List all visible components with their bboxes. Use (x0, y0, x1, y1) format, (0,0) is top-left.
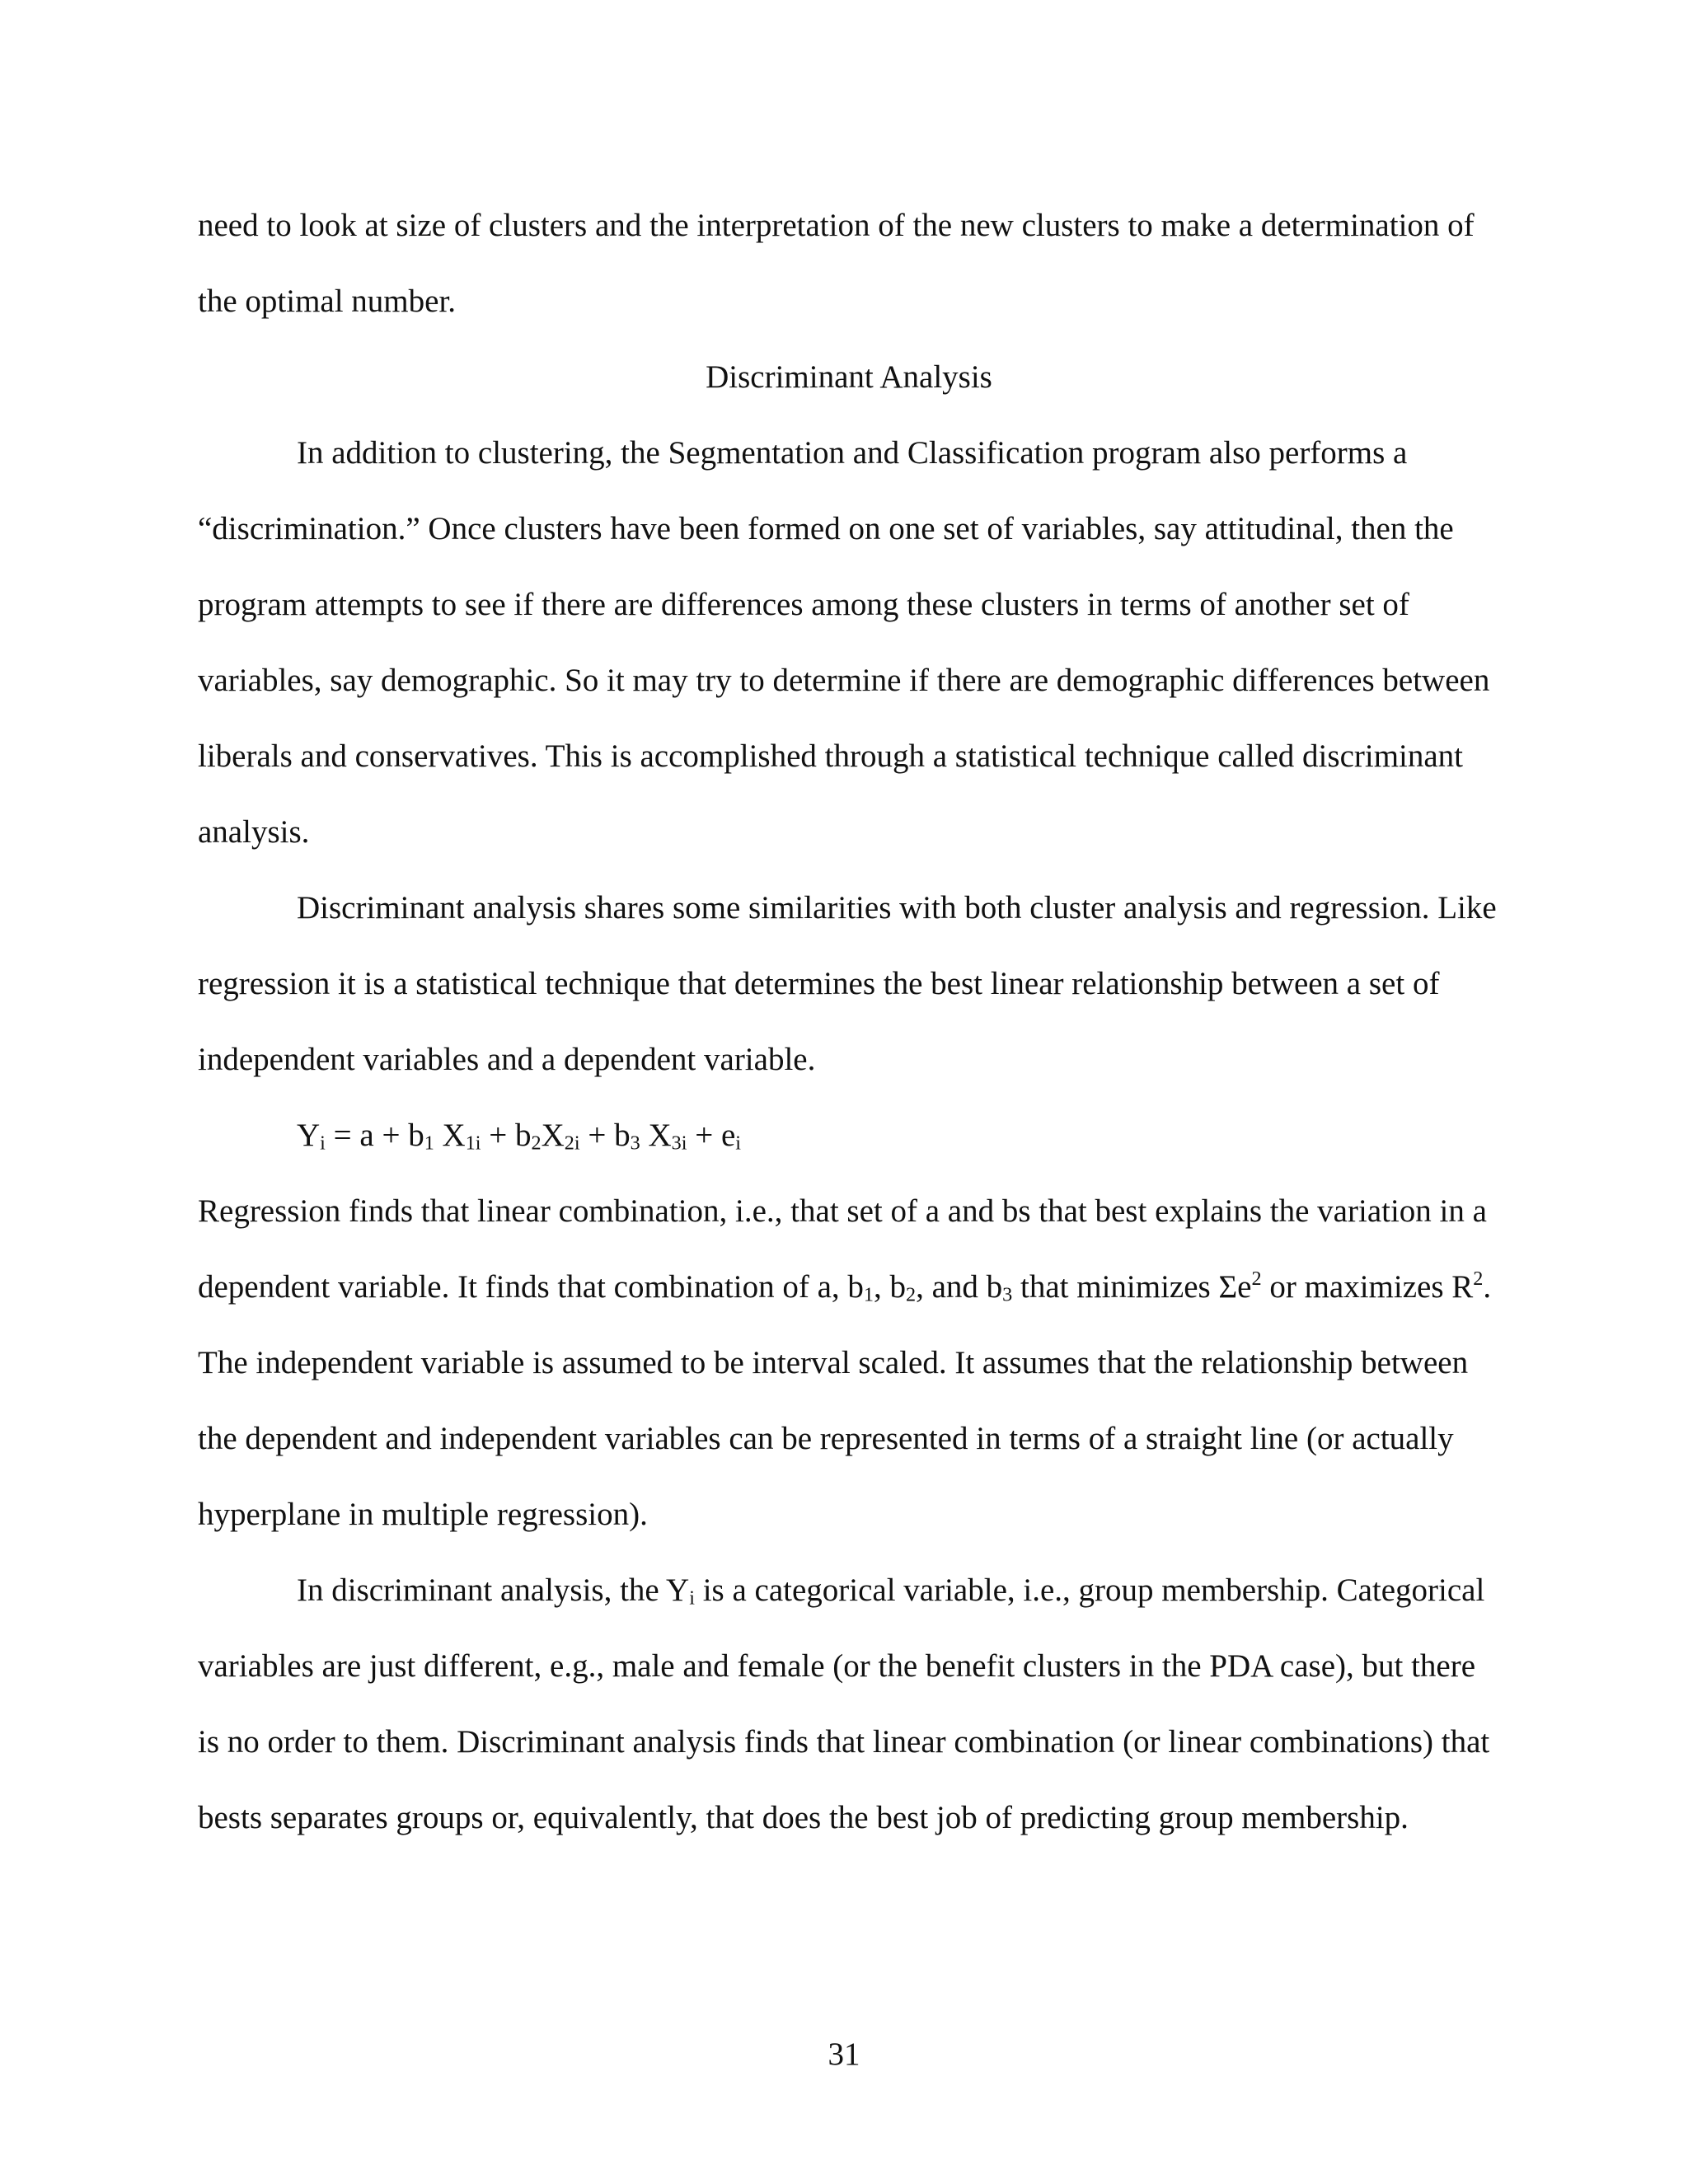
eq-e: e (720, 1118, 736, 1153)
eq-b3: b (614, 1118, 631, 1153)
p4-sub-1: i (689, 1586, 695, 1610)
eq-plus-1: + (481, 1118, 516, 1153)
eq-x1: X (434, 1118, 466, 1153)
eq-b1-subscript: 1 (424, 1132, 434, 1155)
eq-x3: X (640, 1118, 672, 1153)
p3-sub-2: 2 (906, 1283, 917, 1306)
p3-text-5: or maximizes R (1261, 1269, 1474, 1305)
eq-b1: b (408, 1118, 424, 1153)
paragraph-categorical (198, 1553, 1500, 1856)
eq-plus-2: + (579, 1118, 615, 1153)
page-number: 31 (828, 2036, 860, 2072)
p3-text-4: that minimizes Σe (1012, 1269, 1252, 1305)
eq-y-subscript: i (320, 1132, 326, 1155)
p3-text-3: , and b (916, 1269, 1003, 1305)
p3-sup-2: 2 (1473, 1268, 1484, 1291)
eq-x2: X (541, 1118, 565, 1153)
eq-plus-3: + (687, 1118, 721, 1153)
paragraph-clustering-discrimination: In addition to clustering, the Segmentation and Classification program also performs a “discrimination.” Once clusters have been formed on one set of variables, say attitudinal, then the program attempts to see if there are differences among these clusters in terms of another set of variables, say demographic. So it may try to determine if there are demographic differences between liberals and conservatives. This is accomplished through a statistical technique called discriminant analysis. (198, 435, 1490, 850)
paragraph-regression (198, 1174, 1500, 1553)
p3-text-2: , b (874, 1269, 907, 1305)
eq-b2-subscript: 2 (531, 1132, 542, 1155)
p3-sup-1: 2 (1251, 1268, 1262, 1291)
eq-x1-subscript: 1i (465, 1132, 481, 1155)
paragraph-discriminant-similarities: Discriminant analysis shares some similarities with both cluster analysis and regression. Like regression it is a statistical technique that determines the best linear relationship between a set of independent variables and a dependent variable. (198, 890, 1497, 1077)
eq-intercept: = a + (325, 1118, 409, 1153)
eq-x2-subscript: 2i (564, 1132, 580, 1155)
section-heading: Discriminant Analysis (706, 359, 992, 395)
eq-y: Y (297, 1118, 321, 1153)
p3-text-6: . The independent variable is assumed to be interval scaled. It assumes that the relationship between the dependent and independent variables can be represented in terms of a straight line (or actually hyperplane in multiple regression). (198, 1269, 1492, 1532)
p3-sub-3: 3 (1002, 1283, 1013, 1306)
regression-equation (198, 1098, 1500, 1174)
p3-sub-1: 1 (863, 1283, 874, 1306)
p4-text-1: In discriminant analysis, the Y (297, 1572, 690, 1608)
eq-b3-subscript: 3 (630, 1132, 640, 1155)
eq-b2: b (515, 1118, 532, 1153)
p4-text-2: is a categorical variable, i.e., group membership. Categorical variables are just different, e.g., male and female (or the benefit clusters in the PDA case), but there is no order to them. Discriminant analysis finds that linear combination (or linear combinations) that bests separates groups or, equivalently, that does the best job of predicting group membership. (198, 1572, 1490, 1835)
eq-x3-subscript: 3i (671, 1132, 687, 1155)
page-body (198, 188, 1500, 1856)
p3-text-1: Regression finds that linear combination, i.e., that set of a and bs that best explains the variation in a dependent variable. It finds that combination of a, b (198, 1193, 1487, 1305)
intro-paragraph: need to look at size of clusters and the interpretation of the new clusters to make a determination of the optimal number. (198, 208, 1475, 319)
eq-e-subscript: i (735, 1132, 741, 1155)
